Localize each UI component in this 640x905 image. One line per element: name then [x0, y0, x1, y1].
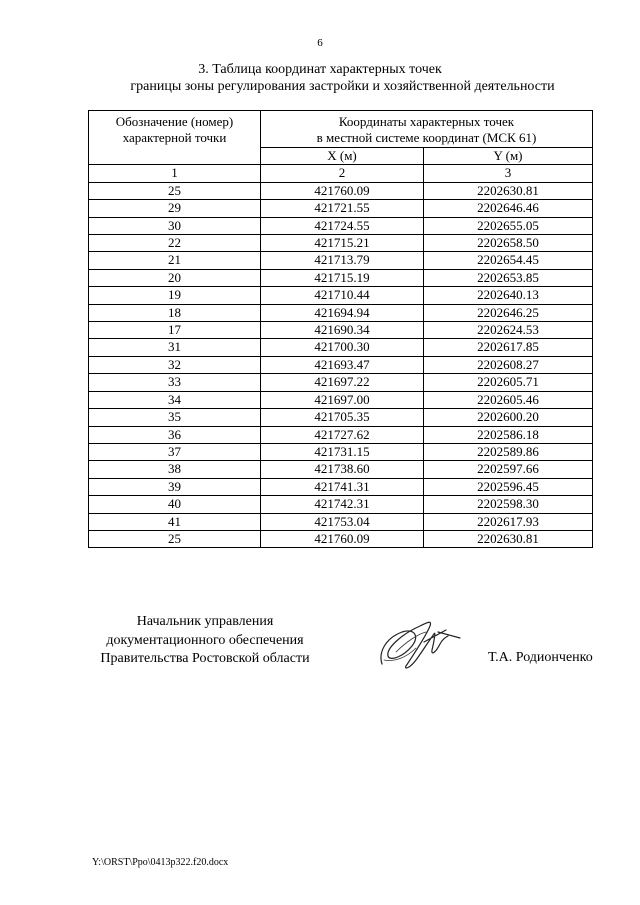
table-header-row [89, 111, 593, 148]
title-line-1: 3. Таблица координат характерных точек [198, 62, 442, 77]
coordinates-table [88, 110, 593, 548]
point-header-line-2: характерной точки [122, 130, 227, 145]
y-coordinate-cell: 2202600.20 [424, 409, 593, 426]
table-row [89, 269, 593, 286]
title-line-2: границы зоны регулирования застройки и хозяйственной деятельности [130, 78, 555, 94]
column-number-3: 3 [424, 165, 593, 182]
x-coordinate-cell: 421715.21 [261, 235, 424, 252]
coordinates-header [261, 111, 593, 148]
point-cell: 41 [89, 513, 261, 530]
point-cell: 31 [89, 339, 261, 356]
x-coordinate-cell: 421697.22 [261, 374, 424, 391]
y-coordinate-cell: 2202646.25 [424, 304, 593, 321]
point-cell: 25 [89, 182, 261, 199]
point-cell: 30 [89, 217, 261, 234]
y-coordinate-cell: 2202658.50 [424, 235, 593, 252]
point-cell: 32 [89, 356, 261, 373]
point-cell: 25 [89, 530, 261, 547]
x-column-header: X (м) [261, 148, 424, 165]
signatory-name: Т.А. Родионченко [488, 650, 593, 665]
y-coordinate-cell: 2202630.81 [424, 530, 593, 547]
coords-header-line-2: в местной системе координат (МСК 61) [316, 130, 537, 145]
x-coordinate-cell: 421690.34 [261, 322, 424, 339]
x-coordinate-cell: 421713.79 [261, 252, 424, 269]
table-row [89, 217, 593, 234]
table-row [89, 443, 593, 460]
table-row [89, 287, 593, 304]
table-row [89, 496, 593, 513]
y-coordinate-cell: 2202617.85 [424, 339, 593, 356]
x-coordinate-cell: 421705.35 [261, 409, 424, 426]
y-coordinate-cell: 2202640.13 [424, 287, 593, 304]
table-row [89, 322, 593, 339]
table-row [89, 374, 593, 391]
point-cell: 37 [89, 443, 261, 460]
y-coordinate-cell: 2202654.45 [424, 252, 593, 269]
x-coordinate-cell: 421724.55 [261, 217, 424, 234]
table-row [89, 339, 593, 356]
table-row [89, 200, 593, 217]
x-coordinate-cell: 421721.55 [261, 200, 424, 217]
point-cell: 22 [89, 235, 261, 252]
y-coordinate-cell: 2202605.46 [424, 391, 593, 408]
table-row [89, 235, 593, 252]
coords-header-line-1: Координаты характерных точек [338, 114, 515, 129]
point-cell: 21 [89, 252, 261, 269]
point-cell: 20 [89, 269, 261, 286]
point-header-line-1: Обозначение (номер) [115, 114, 234, 129]
footer-file-path: Y:\ORST\Ppo\0413p322.f20.docx [92, 857, 229, 868]
table-row [89, 426, 593, 443]
x-coordinate-cell: 421727.62 [261, 426, 424, 443]
table-row [89, 304, 593, 321]
point-cell: 34 [89, 391, 261, 408]
point-cell: 39 [89, 478, 261, 495]
y-coordinate-cell: 2202596.45 [424, 478, 593, 495]
point-cell: 35 [89, 409, 261, 426]
table-row [89, 530, 593, 547]
table-title [0, 62, 640, 95]
point-cell: 17 [89, 322, 261, 339]
table-row [89, 252, 593, 269]
x-coordinate-cell: 421693.47 [261, 356, 424, 373]
y-coordinate-cell: 2202655.05 [424, 217, 593, 234]
column-number-1: 1 [89, 165, 261, 182]
point-cell: 40 [89, 496, 261, 513]
column-number-row [89, 165, 593, 182]
x-coordinate-cell: 421741.31 [261, 478, 424, 495]
y-coordinate-cell: 2202608.27 [424, 356, 593, 373]
y-coordinate-cell: 2202653.85 [424, 269, 593, 286]
point-cell: 33 [89, 374, 261, 391]
point-cell: 38 [89, 461, 261, 478]
table-row [89, 461, 593, 478]
point-column-header [89, 111, 261, 165]
table-row [89, 478, 593, 495]
y-coordinate-cell: 2202586.18 [424, 426, 593, 443]
y-coordinate-cell: 2202598.30 [424, 496, 593, 513]
table-row [89, 356, 593, 373]
x-coordinate-cell: 421710.44 [261, 287, 424, 304]
point-cell: 36 [89, 426, 261, 443]
y-coordinate-cell: 2202630.81 [424, 182, 593, 199]
x-coordinate-cell: 421760.09 [261, 182, 424, 199]
column-number-2: 2 [261, 165, 424, 182]
signature-title-line-1: Начальник управления [136, 614, 274, 629]
y-coordinate-cell: 2202589.86 [424, 443, 593, 460]
y-column-header: Y (м) [424, 148, 593, 165]
y-coordinate-cell: 2202624.53 [424, 322, 593, 339]
y-coordinate-cell: 2202605.71 [424, 374, 593, 391]
table-row [89, 409, 593, 426]
x-coordinate-cell: 421715.19 [261, 269, 424, 286]
x-coordinate-cell: 421694.94 [261, 304, 424, 321]
table-row [89, 391, 593, 408]
x-coordinate-cell: 421731.15 [261, 443, 424, 460]
y-coordinate-cell: 2202646.46 [424, 200, 593, 217]
handwritten-signature [376, 612, 466, 674]
x-coordinate-cell: 421738.60 [261, 461, 424, 478]
signature-title-line-3: Правительства Ростовской области [100, 651, 310, 666]
signature-title-line-2: документационного обеспечения [106, 632, 304, 648]
page-number: 6 [317, 37, 323, 49]
point-cell: 19 [89, 287, 261, 304]
x-coordinate-cell: 421742.31 [261, 496, 424, 513]
point-cell: 18 [89, 304, 261, 321]
y-coordinate-cell: 2202617.93 [424, 513, 593, 530]
y-coordinate-cell: 2202597.66 [424, 461, 593, 478]
x-coordinate-cell: 421697.00 [261, 391, 424, 408]
signature-title-block [90, 613, 320, 669]
x-coordinate-cell: 421700.30 [261, 339, 424, 356]
x-coordinate-cell: 421760.09 [261, 530, 424, 547]
table-row [89, 513, 593, 530]
table-row [89, 182, 593, 199]
x-coordinate-cell: 421753.04 [261, 513, 424, 530]
point-cell: 29 [89, 200, 261, 217]
